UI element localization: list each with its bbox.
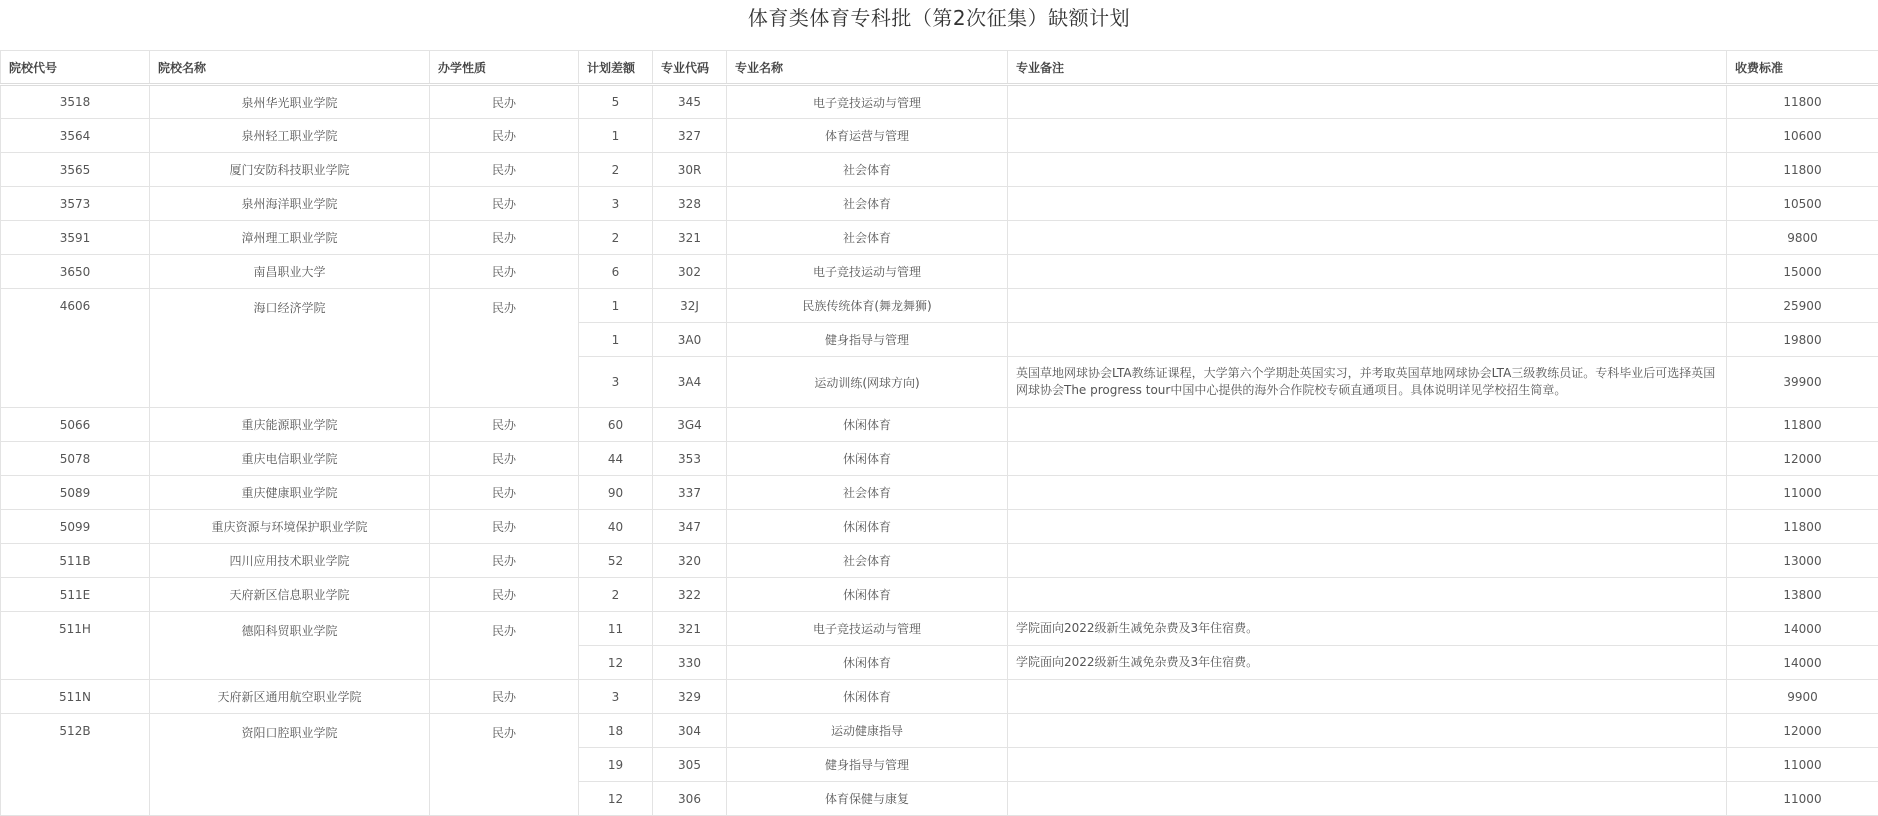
major-name-cell: 社会体育	[727, 544, 1008, 578]
plan-gap-cell: 1	[579, 323, 653, 357]
ownership-cell: 民办	[430, 544, 579, 578]
major-code-cell: 306	[653, 782, 727, 816]
school-name-cell: 厦门安防科技职业学院	[150, 153, 430, 187]
major-code-cell: 320	[653, 544, 727, 578]
plan-gap-cell: 1	[579, 119, 653, 153]
fee-cell: 10600	[1727, 119, 1878, 153]
school-code-cell: 511N	[1, 680, 150, 714]
major-note-cell	[1008, 221, 1727, 255]
table-row	[1, 187, 1878, 221]
plan-gap-cell: 3	[579, 680, 653, 714]
major-code-cell: 347	[653, 510, 727, 544]
plan-gap-cell: 3	[579, 357, 653, 408]
plan-gap-cell: 19	[579, 748, 653, 782]
fee-cell: 15000	[1727, 255, 1878, 289]
column-header-fee: 收费标准	[1727, 51, 1878, 85]
fee-cell: 19800	[1727, 323, 1878, 357]
major-code-cell: 345	[653, 85, 727, 119]
column-header-ownership: 办学性质	[430, 51, 579, 85]
fee-cell: 14000	[1727, 646, 1878, 680]
major-name-cell: 社会体育	[727, 153, 1008, 187]
major-code-cell: 3A0	[653, 323, 727, 357]
ownership-cell: 民办	[430, 85, 579, 119]
plan-gap-cell: 3	[579, 187, 653, 221]
major-name-cell: 休闲体育	[727, 680, 1008, 714]
fee-cell: 11800	[1727, 153, 1878, 187]
ownership-cell: 民办	[430, 408, 579, 442]
school-code-cell: 5099	[1, 510, 150, 544]
school-name-cell: 泉州轻工职业学院	[150, 119, 430, 153]
major-note-cell	[1008, 578, 1727, 612]
fee-cell: 11000	[1727, 748, 1878, 782]
plan-gap-cell: 1	[579, 289, 653, 323]
plan-gap-cell: 5	[579, 85, 653, 119]
table-row	[1, 612, 1878, 646]
fee-cell: 13000	[1727, 544, 1878, 578]
plan-gap-cell: 11	[579, 612, 653, 646]
fee-cell: 14000	[1727, 612, 1878, 646]
column-header-plan-gap: 计划差额	[579, 51, 653, 85]
major-code-cell: 302	[653, 255, 727, 289]
table-row	[1, 408, 1878, 442]
plan-gap-cell: 44	[579, 442, 653, 476]
fee-cell: 12000	[1727, 714, 1878, 748]
major-note-cell: 学院面向2022级新生减免杂费及3年住宿费。	[1008, 612, 1727, 646]
ownership-cell: 民办	[430, 510, 579, 544]
major-code-cell: 3G4	[653, 408, 727, 442]
major-note-cell	[1008, 85, 1727, 119]
column-header-school-name: 院校名称	[150, 51, 430, 85]
table-row	[1, 442, 1878, 476]
school-code-cell: 4606	[1, 289, 150, 408]
school-name-cell: 海口经济学院	[150, 289, 430, 408]
major-name-cell: 民族传统体育(舞龙舞狮)	[727, 289, 1008, 323]
school-code-cell: 5066	[1, 408, 150, 442]
school-name-cell: 重庆资源与环境保护职业学院	[150, 510, 430, 544]
ownership-cell: 民办	[430, 680, 579, 714]
major-name-cell: 休闲体育	[727, 510, 1008, 544]
plan-gap-cell: 90	[579, 476, 653, 510]
fee-cell: 11800	[1727, 408, 1878, 442]
school-code-cell: 3565	[1, 153, 150, 187]
ownership-cell: 民办	[430, 255, 579, 289]
major-note-cell	[1008, 323, 1727, 357]
school-code-cell: 5078	[1, 442, 150, 476]
school-code-cell: 511E	[1, 578, 150, 612]
school-name-cell: 重庆健康职业学院	[150, 476, 430, 510]
major-note-cell	[1008, 408, 1727, 442]
ownership-cell: 民办	[430, 476, 579, 510]
column-header-major-code: 专业代码	[653, 51, 727, 85]
table-row	[1, 289, 1878, 323]
table-row	[1, 255, 1878, 289]
column-header-major-name: 专业名称	[727, 51, 1008, 85]
major-code-cell: 321	[653, 612, 727, 646]
school-code-cell: 511B	[1, 544, 150, 578]
major-name-cell: 体育保健与康复	[727, 782, 1008, 816]
major-name-cell: 健身指导与管理	[727, 323, 1008, 357]
major-name-cell: 健身指导与管理	[727, 748, 1008, 782]
table-row	[1, 221, 1878, 255]
ownership-cell: 民办	[430, 187, 579, 221]
major-name-cell: 社会体育	[727, 187, 1008, 221]
major-code-cell: 353	[653, 442, 727, 476]
plan-gap-cell: 52	[579, 544, 653, 578]
school-code-cell: 3573	[1, 187, 150, 221]
school-code-cell: 512B	[1, 714, 150, 816]
major-name-cell: 休闲体育	[727, 578, 1008, 612]
major-name-cell: 电子竞技运动与管理	[727, 255, 1008, 289]
major-note-cell: 英国草地网球协会LTA教练证课程，大学第六个学期赴英国实习，并考取英国草地网球协会LTA三级教练员证。专科毕业后可选择英国网球协会The progress tour中国中心提供的海外合作院校专硕直通项目。具体说明详见学校招生简章。	[1008, 357, 1727, 408]
major-code-cell: 330	[653, 646, 727, 680]
school-name-cell: 泉州华光职业学院	[150, 85, 430, 119]
plan-gap-cell: 18	[579, 714, 653, 748]
school-name-cell: 重庆电信职业学院	[150, 442, 430, 476]
table-row	[1, 544, 1878, 578]
major-code-cell: 305	[653, 748, 727, 782]
school-name-cell: 天府新区信息职业学院	[150, 578, 430, 612]
major-name-cell: 社会体育	[727, 476, 1008, 510]
major-note-cell	[1008, 714, 1727, 748]
fee-cell: 11800	[1727, 85, 1878, 119]
ownership-cell: 民办	[430, 221, 579, 255]
fee-cell: 10500	[1727, 187, 1878, 221]
plan-gap-cell: 12	[579, 646, 653, 680]
ownership-cell: 民办	[430, 289, 579, 408]
school-code-cell: 5089	[1, 476, 150, 510]
table-row	[1, 476, 1878, 510]
school-name-cell: 泉州海洋职业学院	[150, 187, 430, 221]
major-note-cell	[1008, 153, 1727, 187]
table-row	[1, 153, 1878, 187]
school-name-cell: 资阳口腔职业学院	[150, 714, 430, 816]
table-header-row	[1, 51, 1878, 85]
major-name-cell: 休闲体育	[727, 408, 1008, 442]
school-name-cell: 重庆能源职业学院	[150, 408, 430, 442]
ownership-cell: 民办	[430, 153, 579, 187]
major-code-cell: 321	[653, 221, 727, 255]
major-name-cell: 休闲体育	[727, 442, 1008, 476]
fee-cell: 11800	[1727, 510, 1878, 544]
fee-cell: 25900	[1727, 289, 1878, 323]
major-code-cell: 327	[653, 119, 727, 153]
major-note-cell	[1008, 187, 1727, 221]
major-code-cell: 3A4	[653, 357, 727, 408]
table-row	[1, 119, 1878, 153]
column-header-school-code: 院校代号	[1, 51, 150, 85]
ownership-cell: 民办	[430, 578, 579, 612]
fee-cell: 13800	[1727, 578, 1878, 612]
table-row	[1, 510, 1878, 544]
school-name-cell: 天府新区通用航空职业学院	[150, 680, 430, 714]
major-code-cell: 337	[653, 476, 727, 510]
major-code-cell: 328	[653, 187, 727, 221]
school-code-cell: 3650	[1, 255, 150, 289]
plan-gap-cell: 40	[579, 510, 653, 544]
school-code-cell: 3564	[1, 119, 150, 153]
table-row	[1, 714, 1878, 748]
table-row	[1, 680, 1878, 714]
fee-cell: 11000	[1727, 476, 1878, 510]
fee-cell: 12000	[1727, 442, 1878, 476]
major-name-cell: 运动训练(网球方向)	[727, 357, 1008, 408]
major-note-cell	[1008, 476, 1727, 510]
school-code-cell: 511H	[1, 612, 150, 680]
major-code-cell: 30R	[653, 153, 727, 187]
column-header-major-note: 专业备注	[1008, 51, 1727, 85]
fee-cell: 39900	[1727, 357, 1878, 408]
ownership-cell: 民办	[430, 119, 579, 153]
plan-gap-cell: 2	[579, 578, 653, 612]
major-note-cell	[1008, 510, 1727, 544]
school-name-cell: 四川应用技术职业学院	[150, 544, 430, 578]
fee-cell: 9800	[1727, 221, 1878, 255]
major-note-cell	[1008, 748, 1727, 782]
major-name-cell: 电子竞技运动与管理	[727, 85, 1008, 119]
major-note-cell: 学院面向2022级新生减免杂费及3年住宿费。	[1008, 646, 1727, 680]
plan-gap-cell: 6	[579, 255, 653, 289]
school-name-cell: 南昌职业大学	[150, 255, 430, 289]
major-name-cell: 体育运营与管理	[727, 119, 1008, 153]
plan-gap-cell: 2	[579, 221, 653, 255]
major-name-cell: 运动健康指导	[727, 714, 1008, 748]
major-note-cell	[1008, 442, 1727, 476]
ownership-cell: 民办	[430, 714, 579, 816]
plan-gap-cell: 12	[579, 782, 653, 816]
major-note-cell	[1008, 544, 1727, 578]
major-note-cell	[1008, 289, 1727, 323]
fee-cell: 11000	[1727, 782, 1878, 816]
table-row	[1, 85, 1878, 119]
major-code-cell: 322	[653, 578, 727, 612]
major-note-cell	[1008, 255, 1727, 289]
fee-cell: 9900	[1727, 680, 1878, 714]
ownership-cell: 民办	[430, 442, 579, 476]
major-code-cell: 329	[653, 680, 727, 714]
major-code-cell: 304	[653, 714, 727, 748]
school-code-cell: 3518	[1, 85, 150, 119]
major-name-cell: 休闲体育	[727, 646, 1008, 680]
major-note-cell	[1008, 119, 1727, 153]
school-code-cell: 3591	[1, 221, 150, 255]
major-note-cell	[1008, 680, 1727, 714]
major-note-cell	[1008, 782, 1727, 816]
major-code-cell: 32J	[653, 289, 727, 323]
page-title: 体育类体育专科批（第2次征集）缺额计划	[747, 6, 1131, 30]
major-name-cell: 电子竞技运动与管理	[727, 612, 1008, 646]
major-name-cell: 社会体育	[727, 221, 1008, 255]
school-name-cell: 德阳科贸职业学院	[150, 612, 430, 680]
plan-gap-cell: 2	[579, 153, 653, 187]
school-name-cell: 漳州理工职业学院	[150, 221, 430, 255]
table-row	[1, 578, 1878, 612]
vacancy-plan-table	[0, 50, 1878, 816]
plan-gap-cell: 60	[579, 408, 653, 442]
ownership-cell: 民办	[430, 612, 579, 680]
